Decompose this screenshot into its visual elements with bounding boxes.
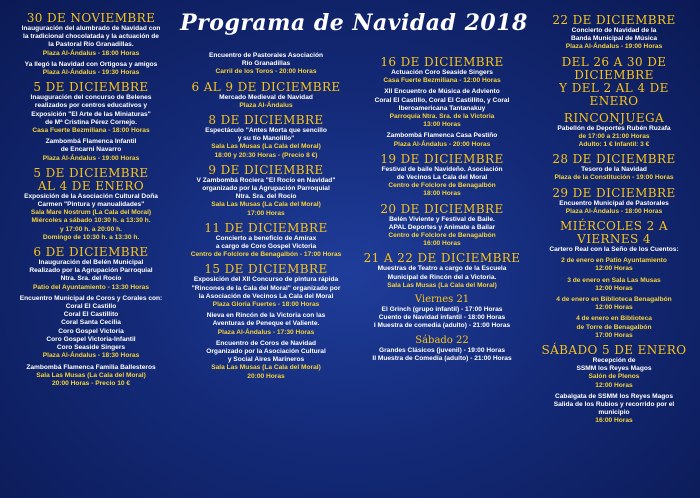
- event-venue-time: Domingo de 10:30 h. a 13:30 h.: [42, 233, 140, 241]
- date-heading: RINCONJUEGA: [563, 110, 665, 125]
- column-1: [8, 12, 174, 498]
- event-description: la Asociación de Vecinos La Cala del Moral: [198, 292, 334, 300]
- event-venue-time: Plaza Al-Ándalus - 19:30 Horas: [42, 69, 140, 77]
- event-section: [356, 335, 528, 363]
- column-2: [180, 52, 352, 498]
- event-description: V Zambombá Rociera "El Rocío en Navidad": [196, 176, 336, 184]
- event-description: Banda Municipal de Música: [570, 35, 658, 43]
- event-venue-time: Miércoles a sábado 10:30 h. a 13:30 h.: [31, 217, 151, 225]
- event-section: [534, 344, 694, 426]
- event-venue-time: de 17:00 a 21:00 Horas: [578, 132, 650, 140]
- date-heading: 11 DE DICIEMBRE: [204, 220, 328, 235]
- event-description: APAL Deportes y Animate a Bailar: [388, 223, 496, 231]
- event-venue-time: 4 de enero en Biblioteca Benagalbón: [556, 296, 672, 304]
- event-description: Coro Gospel Victoria: [58, 327, 124, 335]
- event-venue-time: Plaza Al-Ándalus - 18:00 Horas: [42, 49, 140, 57]
- event-venue-time: 12:00 Horas: [595, 304, 633, 312]
- event-description: Coral Santa Cecilia: [61, 319, 121, 327]
- event-description: Carmen "Pintura y manualidades": [37, 201, 145, 209]
- event-venue-time: Parroquia Ntra. Sra. de la Victoria: [389, 113, 495, 121]
- event-venue-time: Plaza Al-Ándalus - 18:00 Horas: [565, 207, 663, 215]
- event-description: II Muestra de Comedia (adulto) - 21:00 Horas: [372, 354, 512, 362]
- event-venue-time: Centro de Folclore de Benagalbón: [388, 182, 496, 190]
- event-description: Coro Gospel Victoria-Infantil: [46, 335, 136, 343]
- page-title: [180, 10, 528, 44]
- event-venue-time: Plaza Al-Ándalus - 19:00 Horas: [42, 154, 140, 162]
- event-venue-time: 18:00 y 20:30 Horas - (Precio 8 €): [214, 151, 318, 159]
- event-description: XII Encuentro de Música de Adviento: [384, 88, 500, 96]
- event-section: [534, 56, 694, 108]
- date-heading: 5 DE DICIEMBRE: [33, 80, 149, 95]
- event-description: Coral El Castillito: [63, 311, 119, 319]
- event-description: Coro Seaside Singers: [56, 344, 126, 352]
- event-venue-time: 16:00 Horas: [423, 240, 461, 248]
- event-venue-time: 17:00 Horas: [595, 331, 633, 339]
- date-heading-line2: AL 4 DE ENERO: [37, 178, 145, 193]
- event-description: Zambombá Flamenca Familia Ballesteros: [26, 363, 156, 371]
- event-venue-time: Salón de Plenos: [588, 373, 640, 381]
- event-section: [180, 222, 352, 260]
- event-venue-time: 17:00 Horas: [247, 209, 285, 217]
- column-3: [356, 56, 528, 498]
- event-venue-time: Centro de Folclore de Benagalbón: [388, 232, 496, 240]
- event-section: [180, 263, 352, 380]
- event-description: y su tío Manolillo": [237, 135, 295, 143]
- event-description: organizado por la Agrupación Parroquial: [202, 185, 330, 193]
- event-venue-time: 3 de enero en Sala Las Musas: [567, 276, 661, 284]
- event-section: [534, 220, 694, 340]
- event-venue-time: 16:00 Horas: [595, 417, 633, 425]
- date-heading: 28 DE DICIEMBRE: [552, 152, 676, 167]
- date-heading: 16 DE DICIEMBRE: [380, 55, 504, 69]
- event-section: [8, 12, 174, 77]
- event-venue-time: Sala Las Musas (La Cala del Moral): [211, 364, 321, 372]
- date-heading: 6 DE DICIEMBRE: [33, 245, 149, 260]
- event-description: a cargo de Coro Gospel Victoria: [215, 243, 317, 251]
- event-venue-time: 18:00 Horas: [423, 190, 461, 198]
- event-venue-time: Plaza Al-Ándalus - 17:30 Horas: [217, 328, 315, 336]
- event-section: [356, 153, 528, 199]
- event-section: [8, 81, 174, 163]
- event-description: municipio: [598, 409, 630, 417]
- event-description: Pabellón de Deportes Rubén Ruzafa: [557, 124, 671, 132]
- event-description: la Pastoral Río Granadillas.: [48, 41, 134, 49]
- event-venue-time: 2 de enero en Patio Ayuntamiento: [561, 257, 667, 265]
- event-section: [356, 294, 528, 331]
- event-venue-time: 12:00 Horas: [595, 265, 633, 273]
- event-description: I Muestra de comedia (adulto) - 21:00 Horas: [373, 322, 511, 330]
- event-section: [356, 56, 528, 149]
- event-description: Inauguración del Belén Municipal: [38, 259, 144, 267]
- event-description: de Mª Cristina Pérez Cornejo.: [45, 118, 137, 126]
- event-venue-time: Patio del Ayuntamiento - 13:30 Horas: [32, 283, 150, 291]
- event-description: Actuación Coro Seaside Singers: [391, 69, 493, 76]
- event-venue-time: Carril de los Toros - 20:00 Horas: [215, 68, 317, 76]
- event-section: [534, 187, 694, 216]
- event-venue-time: Centro de Folclore de Benagalbón - 17:00 Horas: [190, 251, 342, 259]
- date-heading: 21 A 22 DE DICIEMBRE: [363, 251, 521, 266]
- event-section: [356, 252, 528, 290]
- event-description: realizados por centros educativos y: [34, 102, 148, 110]
- event-description: Cuento de Navidad infantil - 18:00 Horas: [378, 314, 506, 322]
- event-description: Festival de baile Navideño. Asociación: [381, 165, 503, 173]
- event-venue-time: 12:00 Horas: [595, 284, 633, 292]
- event-description: Inauguración del alumbrado de Navidad con: [21, 25, 161, 32]
- event-description: El Grinch (grupo infantil) - 17:00 Horas: [381, 306, 503, 314]
- event-description: Cartero Real con la Seño de los Cuentos:: [549, 246, 679, 254]
- event-description: Realizado por la Agrupación Parroquial: [29, 267, 153, 275]
- event-section: [534, 153, 694, 182]
- event-section: [8, 167, 174, 242]
- event-description: Belén Viviente y Festival de Baile.: [389, 215, 495, 223]
- event-description: "Rincones de la Cala del Moral" organizado por: [191, 284, 341, 292]
- event-section: [8, 246, 174, 388]
- event-venue-time: Plaza Al-Ándalus: [239, 101, 293, 109]
- date-heading: 5 DE DICIEMBRE: [33, 165, 149, 180]
- event-description: Coral El Castillo, Coral El Castillito, y Coral: [374, 96, 510, 104]
- event-description: Mercado Medieval de Navidad: [219, 93, 313, 101]
- event-venue-time: Plaza de la Constitución - 19:00 Horas: [554, 174, 674, 182]
- event-description: Ntra. Sra. del Rocío: [235, 193, 297, 201]
- event-description: Cabalgata de SSMM los Reyes Magos: [555, 392, 673, 400]
- event-section: [180, 114, 352, 160]
- event-description: Espectáculo "Antes Morta que sencillo: [205, 127, 327, 135]
- event-description: Ya llegó la Navidad con Ortigosa y amigos: [24, 60, 158, 68]
- date-heading: 6 AL 9 DE DICIEMBRE: [191, 79, 341, 94]
- title-year: 2018: [464, 10, 528, 36]
- event-venue-time: 20:00 Horas: [247, 372, 285, 380]
- event-venue-time: Casa Fuerte Bezmiliana - 12:00 Horas: [383, 77, 501, 85]
- event-venue-time: Sala Las Musas (La Cala del Moral): [211, 201, 321, 209]
- event-description: Coral El Castillo: [65, 303, 117, 311]
- event-description: Salida de los Rubios y recorrido por el: [553, 401, 675, 409]
- event-description: de Encarni Navarro: [60, 146, 122, 154]
- title-text: Programa de Navidad: [180, 10, 457, 36]
- event-venue-time: Sala Las Musas (La Cala del Moral): [36, 371, 146, 379]
- date-heading: 30 DE NOVIEMBRE: [26, 11, 156, 25]
- day-subheading: Sábado 22: [415, 334, 469, 346]
- column-4: [534, 14, 694, 498]
- event-section: [356, 203, 528, 249]
- event-description: Concierto de Navidad de la: [571, 27, 657, 34]
- event-venue-time: Plaza Gloria Fuertes - 18:00 Horas: [212, 301, 320, 309]
- event-description: Zambombá Flamenca Casa Pestiño: [386, 132, 498, 140]
- event-description: Encuentro de Coros de Navidad: [215, 339, 317, 347]
- event-description: Encuentro Municipal de Pastorales: [559, 199, 669, 207]
- event-venue-time: y 17:00 h. a 20:00 h.: [60, 225, 122, 233]
- event-description: Exposición del XII Concurso de pintura rápida: [193, 276, 339, 284]
- event-description: Exposición de la Asociación Cultural Doña: [24, 192, 158, 200]
- event-description: Nieva en Rincón de la Victoria con las: [206, 312, 326, 320]
- date-heading: 20 DE DICIEMBRE: [380, 201, 504, 216]
- event-venue-time: 4 de enero en Biblioteca: [576, 315, 652, 323]
- event-venue-time: Sala Las Musas (La Cala del Moral): [387, 281, 497, 289]
- event-venue-time: 20:00 Horas - Precio 10 €: [51, 379, 131, 387]
- event-section: [180, 81, 352, 110]
- event-section: [180, 164, 352, 218]
- event-description: Ntra. Sra. del Rocío: [60, 275, 122, 283]
- date-heading: 19 DE DICIEMBRE: [380, 151, 504, 166]
- event-venue-time: 13:00 Horas: [423, 121, 461, 129]
- event-description: Concierto a beneficio de Amirax: [215, 234, 317, 242]
- date-heading: SÁBADO 5 DE ENERO: [541, 343, 687, 358]
- date-heading: 15 DE DICIEMBRE: [204, 262, 328, 277]
- event-description: Organizado por la Asociación Cultural: [206, 348, 326, 356]
- event-venue-time: Sala Las Musas (La Cala del Moral): [211, 143, 321, 151]
- event-description: Iberoamericana Tantanakuy: [398, 104, 486, 112]
- event-description: Muestras de Teatro a cargo de la Escuela: [377, 265, 507, 273]
- date-heading: 29 DE DICIEMBRE: [552, 185, 676, 200]
- event-venue-time: Casa Fuerte Bezmiliana - 18:00 Horas: [32, 127, 150, 135]
- event-description: Inauguración del concurso de Belenes: [30, 94, 152, 102]
- event-description: SSMM los Reyes Magos: [576, 365, 652, 373]
- event-description: Municipal de Rincón del a Victoria.: [387, 273, 497, 281]
- event-description: Encuentro de Pastorales Asociación: [208, 52, 324, 59]
- event-venue-time: Plaza Al-Ándalus - 19:00 Horas: [565, 43, 663, 51]
- event-description: Zambombá Flamenca Infantil: [45, 138, 137, 146]
- event-description: la tradicional chocolatada y la actuación de: [23, 33, 159, 41]
- event-description: de Vecinos La Cala del Moral: [396, 174, 488, 182]
- day-subheading: Viernes 21: [414, 294, 470, 306]
- event-section: [534, 112, 694, 150]
- event-venue-time: 12:00 Horas: [595, 381, 633, 389]
- event-description: Aventuras de Peneque el Valiente.: [212, 320, 320, 328]
- date-heading: MIÉRCOLES 2 A VIERNES 4: [560, 219, 668, 247]
- event-description: Río Granadillas: [241, 60, 291, 68]
- date-heading: DEL 26 A 30 DE DICIEMBRE: [561, 54, 667, 82]
- event-section: [534, 14, 694, 52]
- date-heading-line2: Y DEL 2 AL 4 DE ENERO: [559, 80, 669, 108]
- event-description: Recepción de: [592, 357, 636, 365]
- event-description: Encuentro Municipal de Coros y Corales con:: [19, 294, 163, 302]
- event-description: Exposición "El Arte de las Miniaturas": [31, 110, 151, 118]
- event-description: Grandes Clásicos (juvenil) - 19:00 Horas: [378, 346, 506, 354]
- event-section: [180, 52, 352, 77]
- event-venue-time: Sala Mare Nostrum (La Cala del Moral): [30, 209, 152, 217]
- event-description: Tesoro de la Navidad: [581, 166, 647, 174]
- event-description: y Social Aires Marineros: [227, 356, 305, 364]
- event-venue-time: Plaza Al-Ándalus - 18:30 Horas: [42, 352, 140, 360]
- event-venue-time: de Torre de Benagalbón: [576, 323, 652, 331]
- event-venue-time: Adulto: 1 € Infantil: 3 €: [578, 141, 650, 149]
- date-heading: 9 DE DICIEMBRE: [208, 162, 324, 177]
- date-heading: 8 DE DICIEMBRE: [208, 113, 324, 128]
- date-heading: 22 DE DICIEMBRE: [552, 13, 676, 27]
- event-venue-time: Plaza Al-Ándalus - 20:00 Horas: [393, 140, 491, 148]
